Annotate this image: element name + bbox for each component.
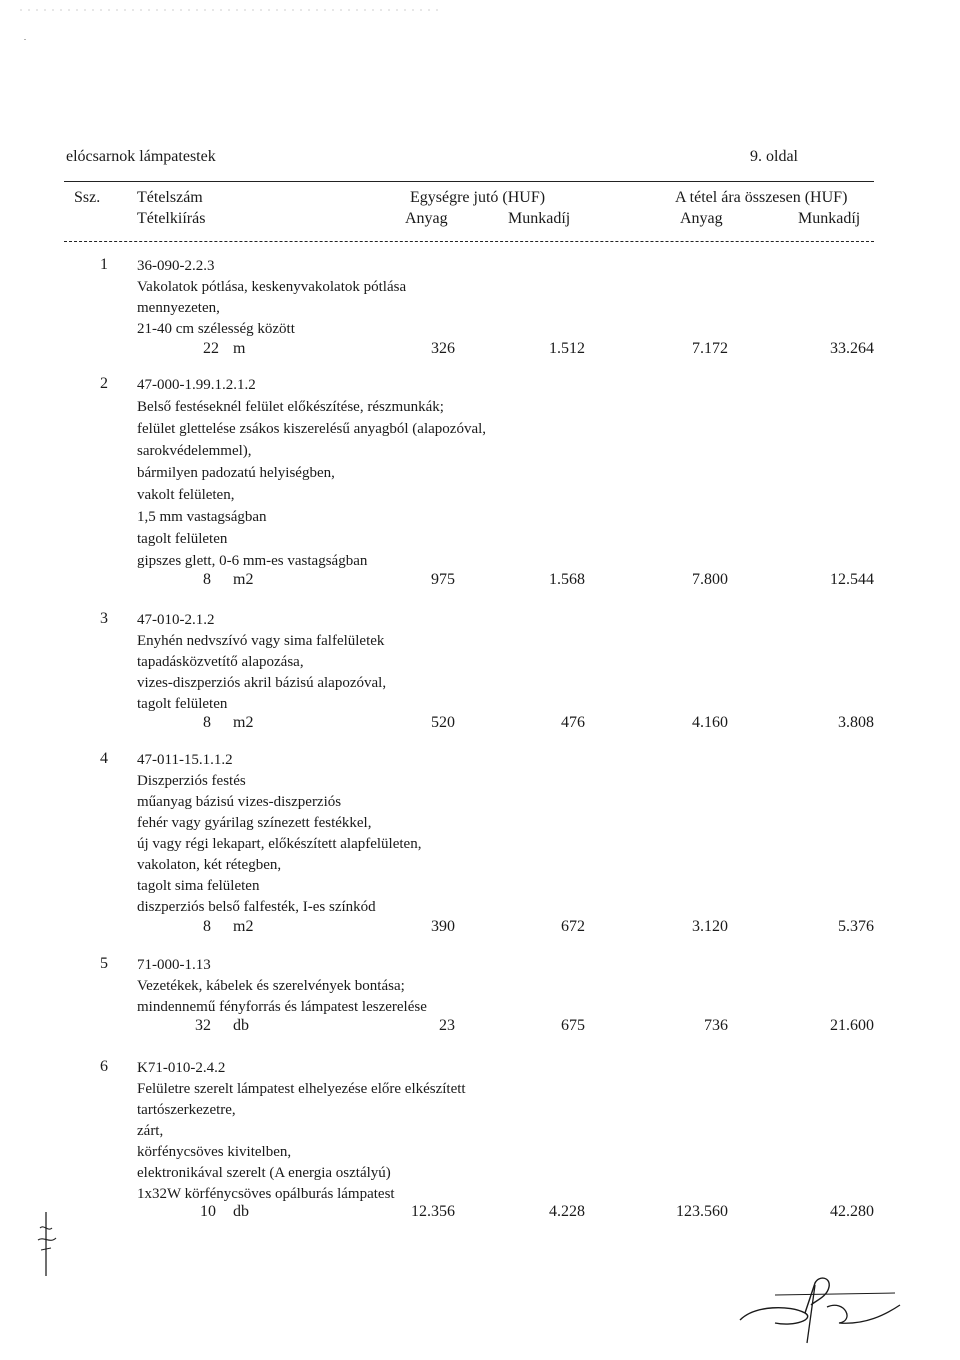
document-title: elócsarnok lámpatestek: [66, 148, 216, 165]
item-description-line: 1,5 mm vastagságban: [137, 509, 267, 525]
item-description-line: Felületre szerelt lámpatest elhelyezése előre elkészített: [137, 1081, 466, 1097]
unit-anyag-value: 390: [431, 918, 455, 935]
item-description-line: körfénycsöves kivitelben,: [137, 1144, 292, 1160]
unit-munkadij-value: 1.512: [549, 340, 585, 357]
item-description-line: tagolt felületen: [137, 531, 228, 547]
unit-munkadij-value: 476: [561, 714, 585, 731]
item-description-line: műanyag bázisú vizes-diszperziós: [137, 794, 342, 810]
item-code: 47-000-1.99.1.2.1.2: [137, 377, 256, 393]
item-description-line: diszperziós belső falfesték, I-es színkód: [137, 899, 376, 915]
item-description-line: Belső festéseknél felület előkészítése, részmunkák;: [137, 399, 444, 415]
unit-anyag-value: 326: [431, 340, 455, 357]
item-description-line: Diszperziós festés: [137, 773, 246, 789]
item-quantity: 8: [203, 714, 211, 731]
item-number: 1: [100, 256, 108, 273]
item-quantity: 8: [203, 918, 211, 935]
unit-munkadij-value: 672: [561, 918, 585, 935]
item-number: 6: [100, 1058, 108, 1075]
total-anyag-value: 4.160: [692, 714, 728, 731]
col-anyag-unit: Anyag: [405, 210, 448, 227]
total-munkadij-value: 21.600: [830, 1017, 874, 1034]
item-unit: db: [233, 1017, 249, 1034]
column-header-rule: [64, 241, 874, 242]
total-munkadij-value: 12.544: [830, 571, 874, 588]
item-description-line: 1x32W körfénycsöves opálburás lámpatest: [137, 1186, 395, 1202]
col-munkadij-total: Munkadíj: [798, 210, 861, 227]
total-munkadij-value: 33.264: [830, 340, 874, 357]
item-description-line: gipszes glett, 0-6 mm-es vastagságban: [137, 553, 368, 569]
col-munkadij-unit: Munkadíj: [508, 210, 571, 227]
item-description-line: Vakolatok pótlása, keskenyvakolatok pótlása: [137, 279, 407, 295]
total-munkadij-value: 5.376: [838, 918, 874, 935]
item-description-line: Vezetékek, kábelek és szerelvények bontása;: [137, 978, 405, 994]
item-code: K71-010-2.4.2: [137, 1060, 226, 1076]
item-number: 4: [100, 750, 108, 767]
item-unit: m2: [233, 714, 254, 731]
total-anyag-value: 123.560: [676, 1203, 728, 1220]
item-description-line: felület glettelése zsákos kiszerelésű anyagból (alapozóval,: [137, 421, 487, 437]
item-quantity: 22: [203, 340, 219, 357]
item-quantity: 10: [200, 1203, 216, 1220]
item-description-line: új vagy régi lekapart, előkészített alapfelületen,: [137, 836, 422, 852]
item-description-line: fehér vagy gyárilag színezett festékkel,: [137, 815, 372, 831]
unit-anyag-value: 12.356: [411, 1203, 455, 1220]
unit-munkadij-value: 1.568: [549, 571, 585, 588]
total-munkadij-value: 42.280: [830, 1203, 874, 1220]
item-unit: m2: [233, 918, 254, 935]
unit-munkadij-value: 675: [561, 1017, 585, 1034]
item-description-line: zárt,: [137, 1123, 164, 1139]
item-number: 3: [100, 610, 108, 627]
unit-anyag-value: 520: [431, 714, 455, 731]
item-code: 36-090-2.2.3: [137, 258, 215, 274]
total-anyag-value: 7.172: [692, 340, 728, 357]
col-ssz: Ssz.: [74, 189, 101, 206]
item-description-line: sarokvédelemmel),: [137, 443, 252, 459]
total-anyag-value: 7.800: [692, 571, 728, 588]
item-unit: m: [233, 340, 246, 357]
col-unit-price: Egységre jutó (HUF): [410, 189, 546, 206]
item-description-line: elektronikával szerelt (A energia osztályú): [137, 1165, 391, 1181]
item-description-line: tagolt sima felületen: [137, 878, 260, 894]
item-number: 5: [100, 955, 108, 972]
total-anyag-value: 3.120: [692, 918, 728, 935]
item-description-line: vakolt felületen,: [137, 487, 235, 503]
col-total-price: A tétel ára összesen (HUF): [675, 189, 848, 206]
item-code: 47-010-2.1.2: [137, 612, 215, 628]
item-code: 71-000-1.13: [137, 957, 211, 973]
item-quantity: 8: [203, 571, 211, 588]
col-anyag-total: Anyag: [680, 210, 723, 227]
item-unit: db: [233, 1203, 249, 1220]
item-unit: m2: [233, 571, 254, 588]
item-description-line: mennyezeten,: [137, 300, 220, 316]
item-description-line: 21-40 cm szélesség között: [137, 321, 295, 337]
item-description-line: tapadásközvetítő alapozása,: [137, 654, 304, 670]
total-munkadij-value: 3.808: [838, 714, 874, 731]
total-anyag-value: 736: [704, 1017, 728, 1034]
item-description-line: vakolaton, két rétegben,: [137, 857, 282, 873]
col-tetelszam: Tételszám: [137, 189, 203, 206]
page-number: 9. oldal: [750, 148, 798, 165]
item-number: 2: [100, 375, 108, 392]
scan-noise: [0, 0, 960, 40]
margin-signature-mark: [32, 1210, 62, 1280]
item-description-line: tagolt felületen: [137, 696, 228, 712]
unit-anyag-value: 975: [431, 571, 455, 588]
header-rule: [64, 181, 874, 182]
item-description-line: mindennemű fényforrás és lámpatest leszerelése: [137, 999, 427, 1015]
col-tetelkiiras: Tételkiírás: [137, 210, 206, 227]
unit-munkadij-value: 4.228: [549, 1203, 585, 1220]
item-code: 47-011-15.1.1.2: [137, 752, 233, 768]
item-description-line: Enyhén nedvszívó vagy sima falfelületek: [137, 633, 385, 649]
item-description-line: tartószerkezetre,: [137, 1102, 236, 1118]
unit-anyag-value: 23: [439, 1017, 455, 1034]
handwritten-signature: [735, 1275, 905, 1345]
item-description-line: bármilyen padozatú helyiségben,: [137, 465, 335, 481]
item-quantity: 32: [195, 1017, 211, 1034]
item-description-line: vizes-diszperziós akril bázisú alapozóval,: [137, 675, 387, 691]
